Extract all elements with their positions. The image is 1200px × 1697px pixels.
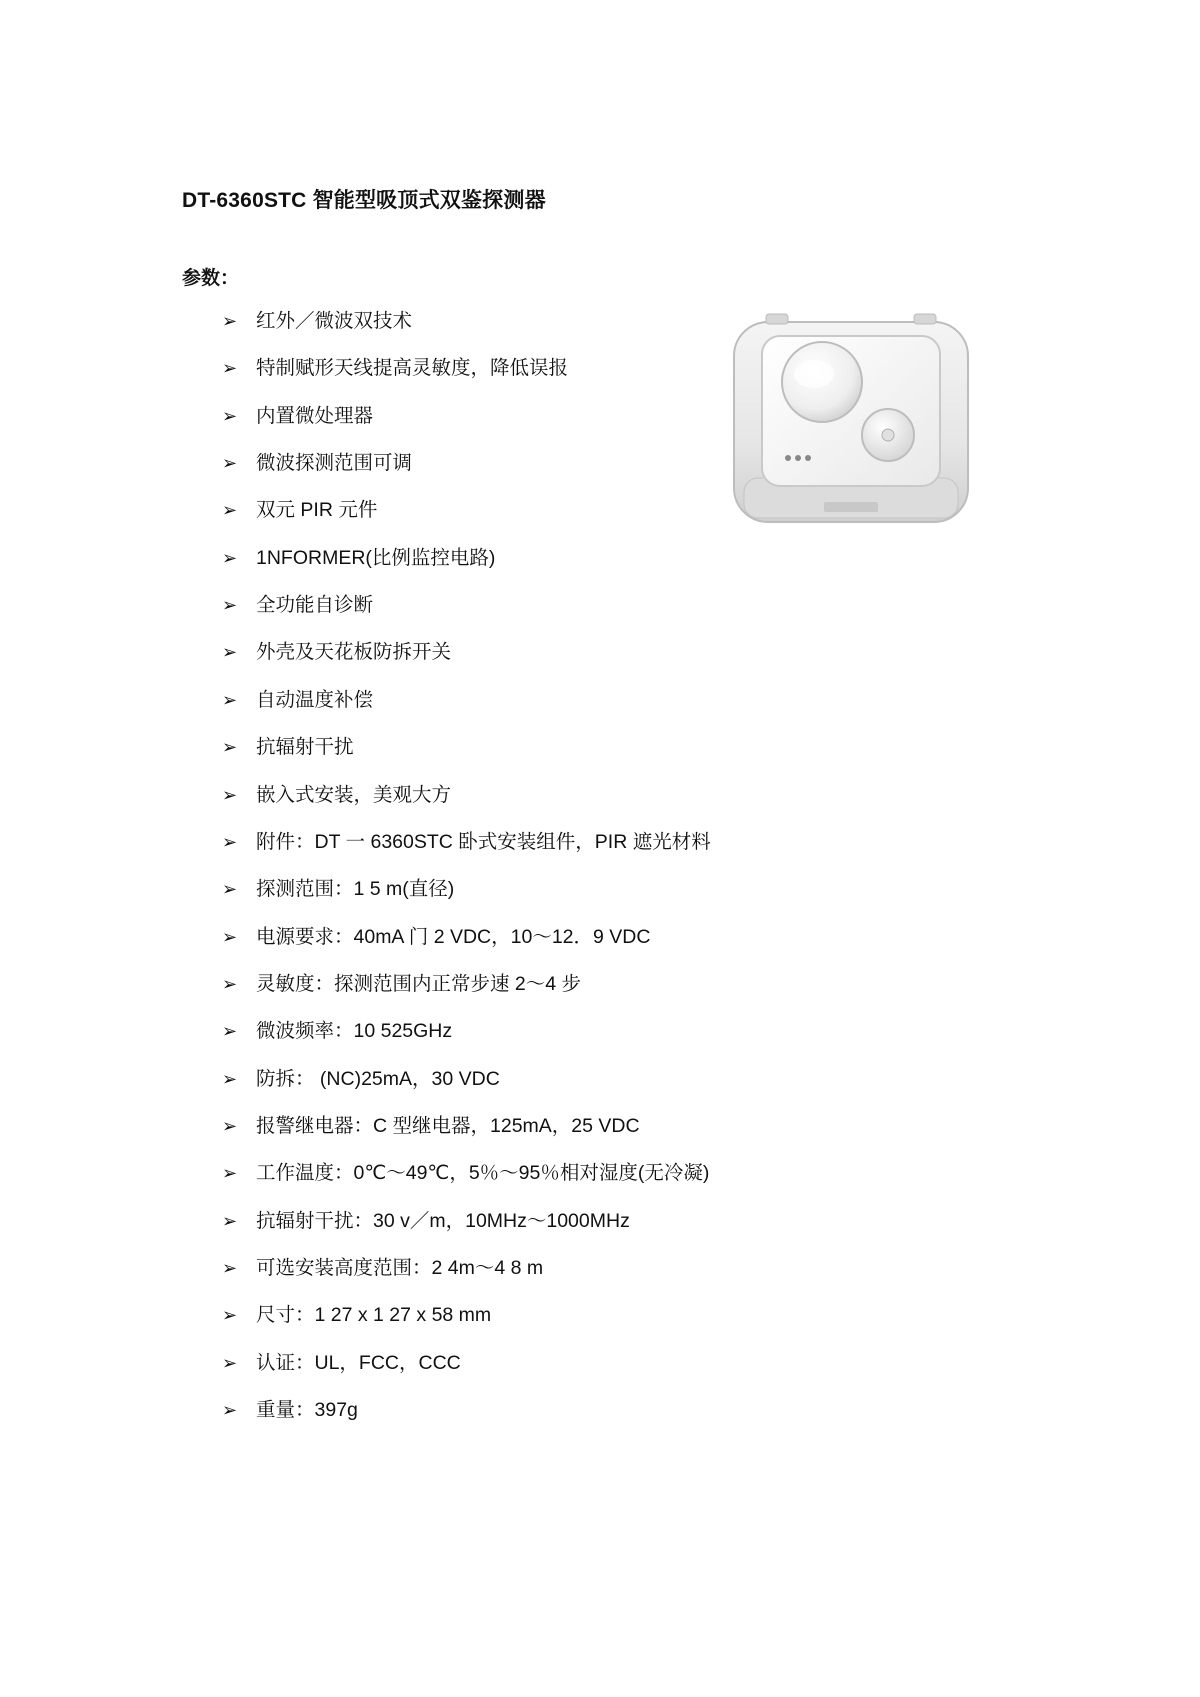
spec-text: 报警继电器：C 型继电器，125mA，25 VDC	[256, 1114, 640, 1137]
spec-item	[222, 306, 412, 336]
spec-text: 微波探测范围可调	[256, 452, 413, 475]
spec-item	[222, 685, 373, 715]
spec-item	[222, 780, 451, 810]
spec-text: 红外／微波双技术	[256, 310, 413, 332]
arrowhead-bullet-icon: ➢	[222, 1352, 238, 1373]
spec-item	[222, 495, 377, 525]
spec-item	[222, 637, 451, 667]
spec-item	[222, 922, 650, 952]
spec-item	[222, 353, 568, 383]
arrowhead-bullet-icon: ➢	[222, 879, 238, 900]
arrowhead-bullet-icon: ➢	[222, 689, 238, 710]
arrowhead-bullet-icon: ➢	[222, 784, 238, 805]
arrowhead-bullet-icon: ➢	[222, 358, 238, 379]
spec-text: 特制赋形天线提高灵敏度，降低误报	[256, 357, 569, 380]
spec-item	[222, 827, 711, 857]
spec-text: 内置微处理器	[256, 404, 374, 427]
detector-product-image	[726, 310, 976, 530]
spec-item	[222, 1206, 630, 1236]
arrowhead-bullet-icon: ➢	[222, 311, 238, 331]
spec-text: 全功能自诊断	[256, 594, 374, 617]
spec-text: 尺寸：1 27 x 1 27 x 58 mm	[256, 1304, 492, 1327]
arrowhead-bullet-icon: ➢	[222, 1163, 238, 1184]
spec-item	[222, 1395, 358, 1425]
spec-text: 抗辐射干扰	[256, 736, 354, 759]
spec-text: 抗辐射干扰：30 v／m，10MHz～1000MHz	[256, 1209, 630, 1232]
spec-item	[222, 448, 412, 478]
spec-text: 探测范围：1 5 m(直径)	[256, 878, 455, 901]
spec-item	[222, 732, 354, 762]
spec-item	[222, 1253, 543, 1283]
spec-text: 自动温度补偿	[256, 688, 374, 711]
arrowhead-bullet-icon: ➢	[222, 1400, 238, 1421]
spec-item	[222, 969, 581, 999]
spec-text: 防拆： (NC)25mA，30 VDC	[256, 1067, 500, 1090]
spec-item	[222, 543, 495, 573]
spec-item	[222, 1300, 491, 1330]
arrowhead-bullet-icon: ➢	[222, 1021, 238, 1042]
arrowhead-bullet-icon: ➢	[222, 1115, 238, 1136]
arrowhead-bullet-icon: ➢	[222, 500, 238, 521]
params-label: 参数：	[182, 268, 240, 289]
spec-item	[222, 1064, 500, 1094]
arrowhead-bullet-icon: ➢	[222, 973, 238, 994]
arrowhead-bullet-icon: ➢	[222, 1068, 238, 1089]
arrowhead-bullet-icon: ➢	[222, 1305, 238, 1326]
spec-item	[222, 1111, 640, 1141]
arrowhead-bullet-icon: ➢	[222, 595, 238, 616]
spec-text: 1NFORMER(比例监控电路)	[256, 546, 496, 569]
spec-item	[222, 1348, 461, 1378]
spec-text: 工作温度：0℃～49℃，5％～95％相对湿度(无冷凝)	[256, 1162, 710, 1185]
spec-text: 附件：DT 一 6360STC 卧式安装组件，PIR 遮光材料	[256, 830, 711, 853]
spec-text: 认证：UL，FCC，CCC	[256, 1351, 461, 1374]
spec-item	[222, 1158, 709, 1188]
spec-text: 外壳及天花板防拆开关	[256, 641, 452, 664]
arrowhead-bullet-icon: ➢	[222, 547, 238, 568]
spec-item	[222, 401, 373, 431]
spec-text: 双元 PIR 元件	[256, 499, 378, 522]
arrowhead-bullet-icon: ➢	[222, 453, 238, 474]
spec-text: 灵敏度：探测范围内正常步速 2～4 步	[256, 972, 582, 995]
arrowhead-bullet-icon: ➢	[222, 926, 238, 947]
arrowhead-bullet-icon: ➢	[222, 1210, 238, 1231]
arrowhead-bullet-icon: ➢	[222, 737, 238, 758]
arrowhead-bullet-icon: ➢	[222, 831, 238, 852]
arrowhead-bullet-icon: ➢	[222, 642, 238, 663]
spec-text: 电源要求：40mA 门 2 VDC，10～12．9 VDC	[256, 925, 651, 948]
document-title: DT-6360STC 智能型吸顶式双鉴探测器	[182, 189, 546, 212]
arrowhead-bullet-icon: ➢	[222, 405, 238, 426]
spec-item	[222, 874, 454, 904]
spec-text: 微波频率：10 525GHz	[256, 1020, 453, 1043]
spec-text: 可选安装高度范围：2 4m～4 8 m	[256, 1257, 544, 1279]
spec-item	[222, 590, 373, 620]
spec-item	[222, 1016, 452, 1046]
spec-text: 重量：397g	[256, 1399, 358, 1422]
arrowhead-bullet-icon: ➢	[222, 1258, 238, 1278]
spec-text: 嵌入式安装，美观大方	[256, 783, 452, 806]
